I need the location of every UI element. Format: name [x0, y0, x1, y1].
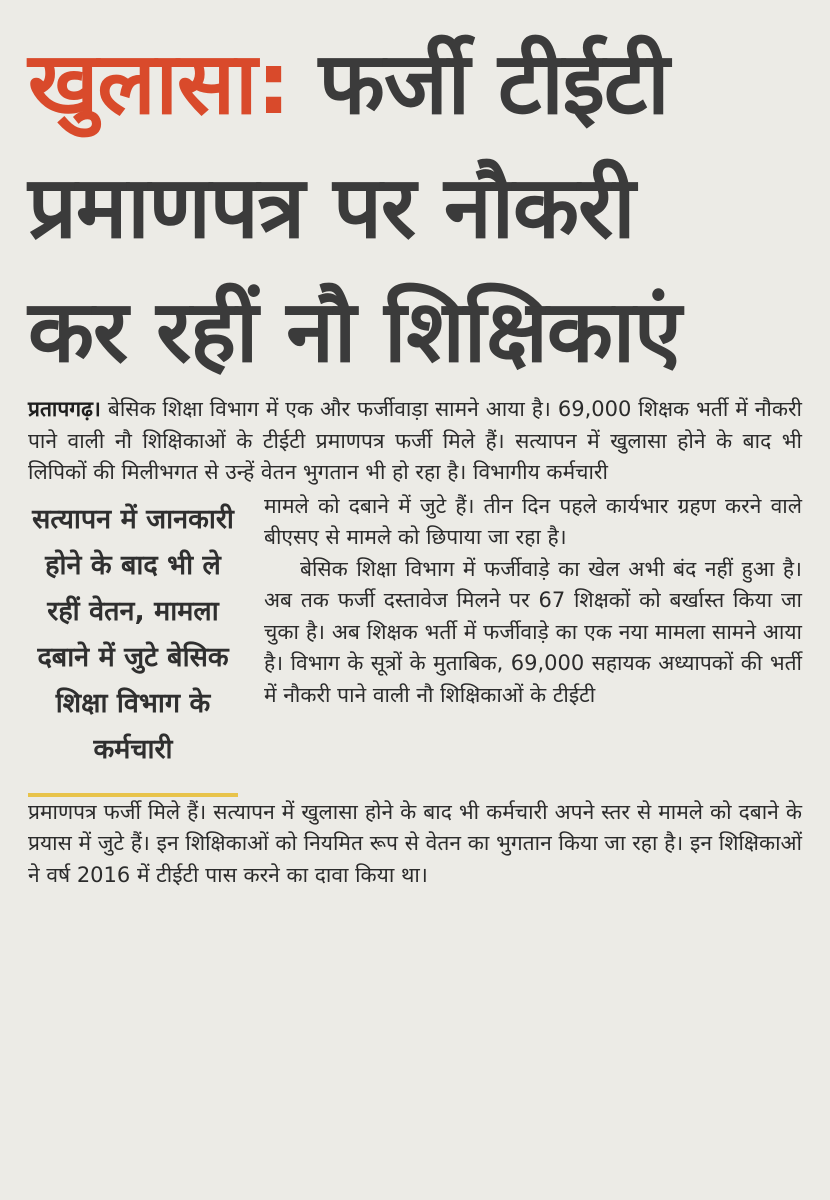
column-paragraph-2: बेसिक शिक्षा विभाग में फर्जीवाड़े का खेल अभी बंद नहीं हुआ है। अब तक फर्जी दस्तावेज मिलने पर 67 शिक्षकों को बर्खास्त किया जा चुका है। अब शिक्षक भर्ती में फर्जीवाड़े का एक नया मामला सामने आया है। विभाग के सूत्रों के मुताबिक, 69,000 सहायक अध्यापकों की भर्ती में नौकरी पाने वाली नौ शिक्षिकाओं के टीईटी [264, 556, 802, 707]
headline-line-3: कर रहीं नौ शिक्षिकाएं [28, 282, 681, 382]
column-paragraph-1: मामले को दबाने में जुटे हैं। तीन दिन पहले कार्यभार ग्रहण करने वाले बीएसए से मामले को छिपाया जा रहा है। [264, 493, 802, 549]
lead-paragraph [28, 394, 802, 489]
headline [28, 22, 802, 394]
closing-paragraph: प्रमाणपत्र फर्जी मिले हैं। सत्यापन में खुलासा होने के बाद भी कर्मचारी अपने स्तर से मामले को दबाने के प्रयास में जुटे हैं। इन शिक्षिकाओं को नियमित रूप से वेतन का भुगतान किया जा रहा है। इन शिक्षिकाओं ने वर्ष 2016 में टीईटी पास करने का दावा किया था। [28, 799, 802, 887]
headline-line-2: प्रमाणपत्र पर नौकरी [28, 158, 635, 258]
headline-line-1-rest: फर्जी टीईटी [289, 34, 669, 134]
pullquote-rule [28, 793, 238, 797]
dateline: प्रतापगढ़। [28, 397, 101, 421]
headline-accent: खुलासा: [28, 34, 290, 134]
pullquote: सत्यापन में जानकारी होने के बाद भी ले रहीं वेतन, मामला दबाने में जुटे बेसिक शिक्षा विभाग के कर्मचारी [32, 503, 234, 765]
main-column [264, 491, 802, 797]
pullquote-box [28, 491, 238, 797]
lead-text: बेसिक शिक्षा विभाग में एक और फर्जीवाड़ा सामने आया है। 69,000 शिक्षक भर्ती में नौकरी पाने वाली नौ शिक्षिकाओं के टीईटी प्रमाणपत्र फर्जी मिले हैं। सत्यापन में खुलासा होने के बाद भी लिपिकों की मिलीभगत से उन्हें वेतन भुगतान भी हो रहा है। विभागीय कर्मचारी [28, 397, 802, 484]
two-column-section [28, 491, 802, 797]
headline-line-1 [28, 22, 802, 146]
